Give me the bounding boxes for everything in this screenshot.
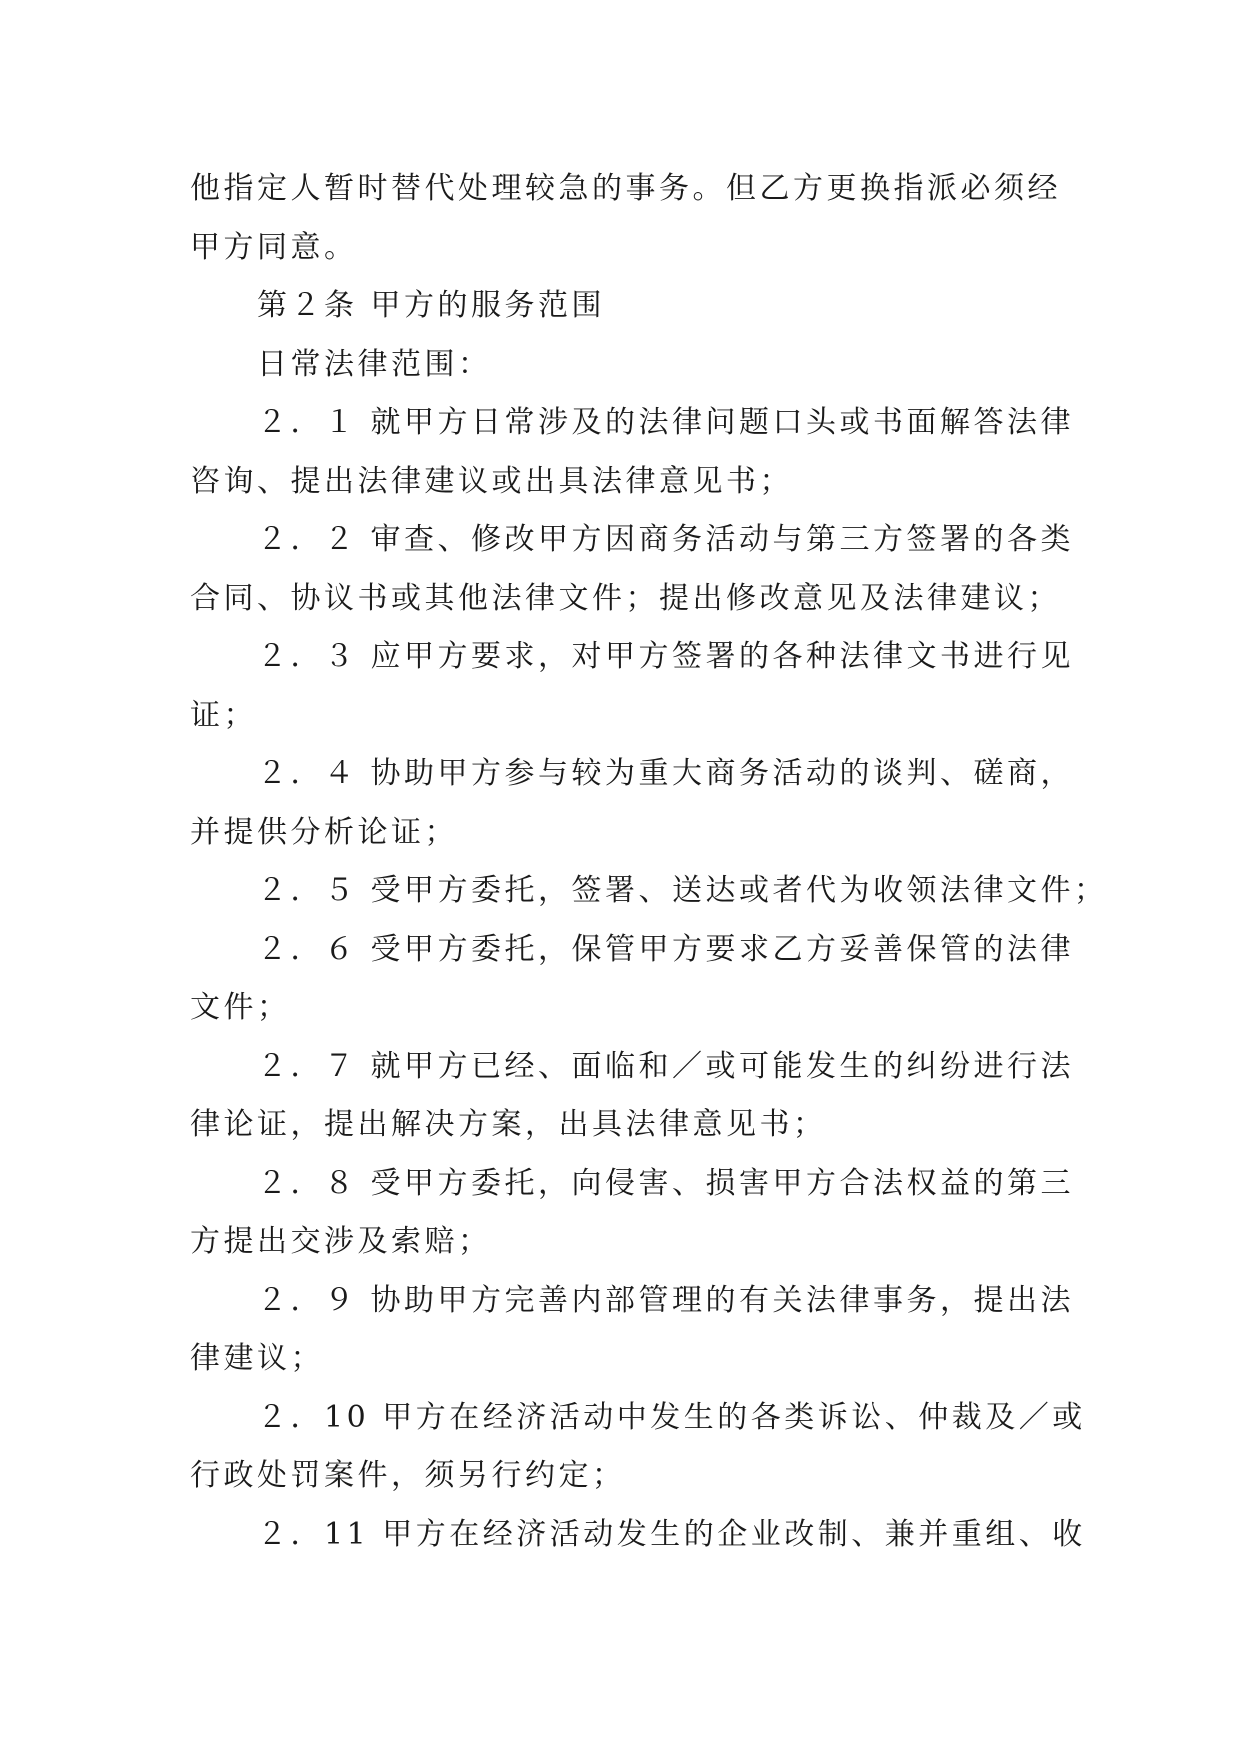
text-line: ２．10 甲方在经济活动中发生的各类诉讼、仲裁及／或 [257, 1399, 1086, 1435]
paragraph [190, 1155, 1075, 1272]
paragraph [190, 511, 1075, 628]
paragraph [190, 745, 1075, 862]
paragraph [190, 862, 1108, 921]
text-line: ２．３ 应甲方要求，对甲方签署的各种法律文书进行见 [257, 639, 1075, 674]
text-line: 律论证，提出解决方案，出具法律意见书； [190, 1107, 827, 1142]
text-line: 他指定人暂时替代处理较急的事务。但乙方更换指派必须经 [190, 171, 1061, 206]
text-line: 律建议； [190, 1341, 324, 1376]
text-line: ２．４ 协助甲方参与较为重大商务活动的谈判、磋商， [257, 756, 1075, 791]
paragraph [190, 394, 1075, 511]
text-line: ２．７ 就甲方已经、面临和／或可能发生的纠纷进行法 [257, 1048, 1075, 1084]
paragraph [190, 1389, 1086, 1506]
paragraph [190, 160, 1061, 277]
text-line: 方提出交涉及索赔； [190, 1224, 492, 1259]
paragraph [190, 1038, 1075, 1155]
text-line: ２．６ 受甲方委托，保管甲方要求乙方妥善保管的法律 [257, 931, 1075, 967]
text-line: ２．９ 协助甲方完善内部管理的有关法律事务，提出法 [257, 1282, 1075, 1318]
paragraph [190, 628, 1075, 745]
paragraph [190, 1506, 1086, 1565]
paragraph [190, 1272, 1075, 1389]
paragraph [190, 921, 1075, 1038]
text-line: ２．１ 就甲方日常涉及的法律问题口头或书面解答法律 [257, 405, 1075, 440]
document-body [190, 160, 1108, 1564]
paragraph [190, 336, 1050, 395]
text-line: 日常法律范围： [257, 346, 492, 382]
text-line: ２．８ 受甲方委托，向侵害、损害甲方合法权益的第三 [257, 1165, 1075, 1201]
text-line: ２．11 甲方在经济活动发生的企业改制、兼并重组、收 [257, 1516, 1086, 1552]
text-line: 咨询、提出法律建议或出具法律意见书； [190, 463, 793, 499]
text-line: ２．２ 审查、修改甲方因商务活动与第三方签署的各类 [257, 522, 1075, 557]
text-line: 甲方同意。 [190, 229, 358, 265]
text-line: 合同、协议书或其他法律文件；提出修改意见及法律建议； [190, 580, 1061, 616]
text-line: 行政处罚案件，须另行约定； [190, 1458, 626, 1493]
paragraph [190, 277, 1050, 336]
text-line: 并提供分析论证； [190, 814, 458, 850]
text-line: 文件； [190, 990, 291, 1025]
text-line: 证； [190, 697, 257, 733]
text-line: ２．５ 受甲方委托，签署、送达或者代为收领法律文件； [257, 873, 1108, 908]
text-line: 第２条 甲方的服务范围 [257, 288, 606, 323]
